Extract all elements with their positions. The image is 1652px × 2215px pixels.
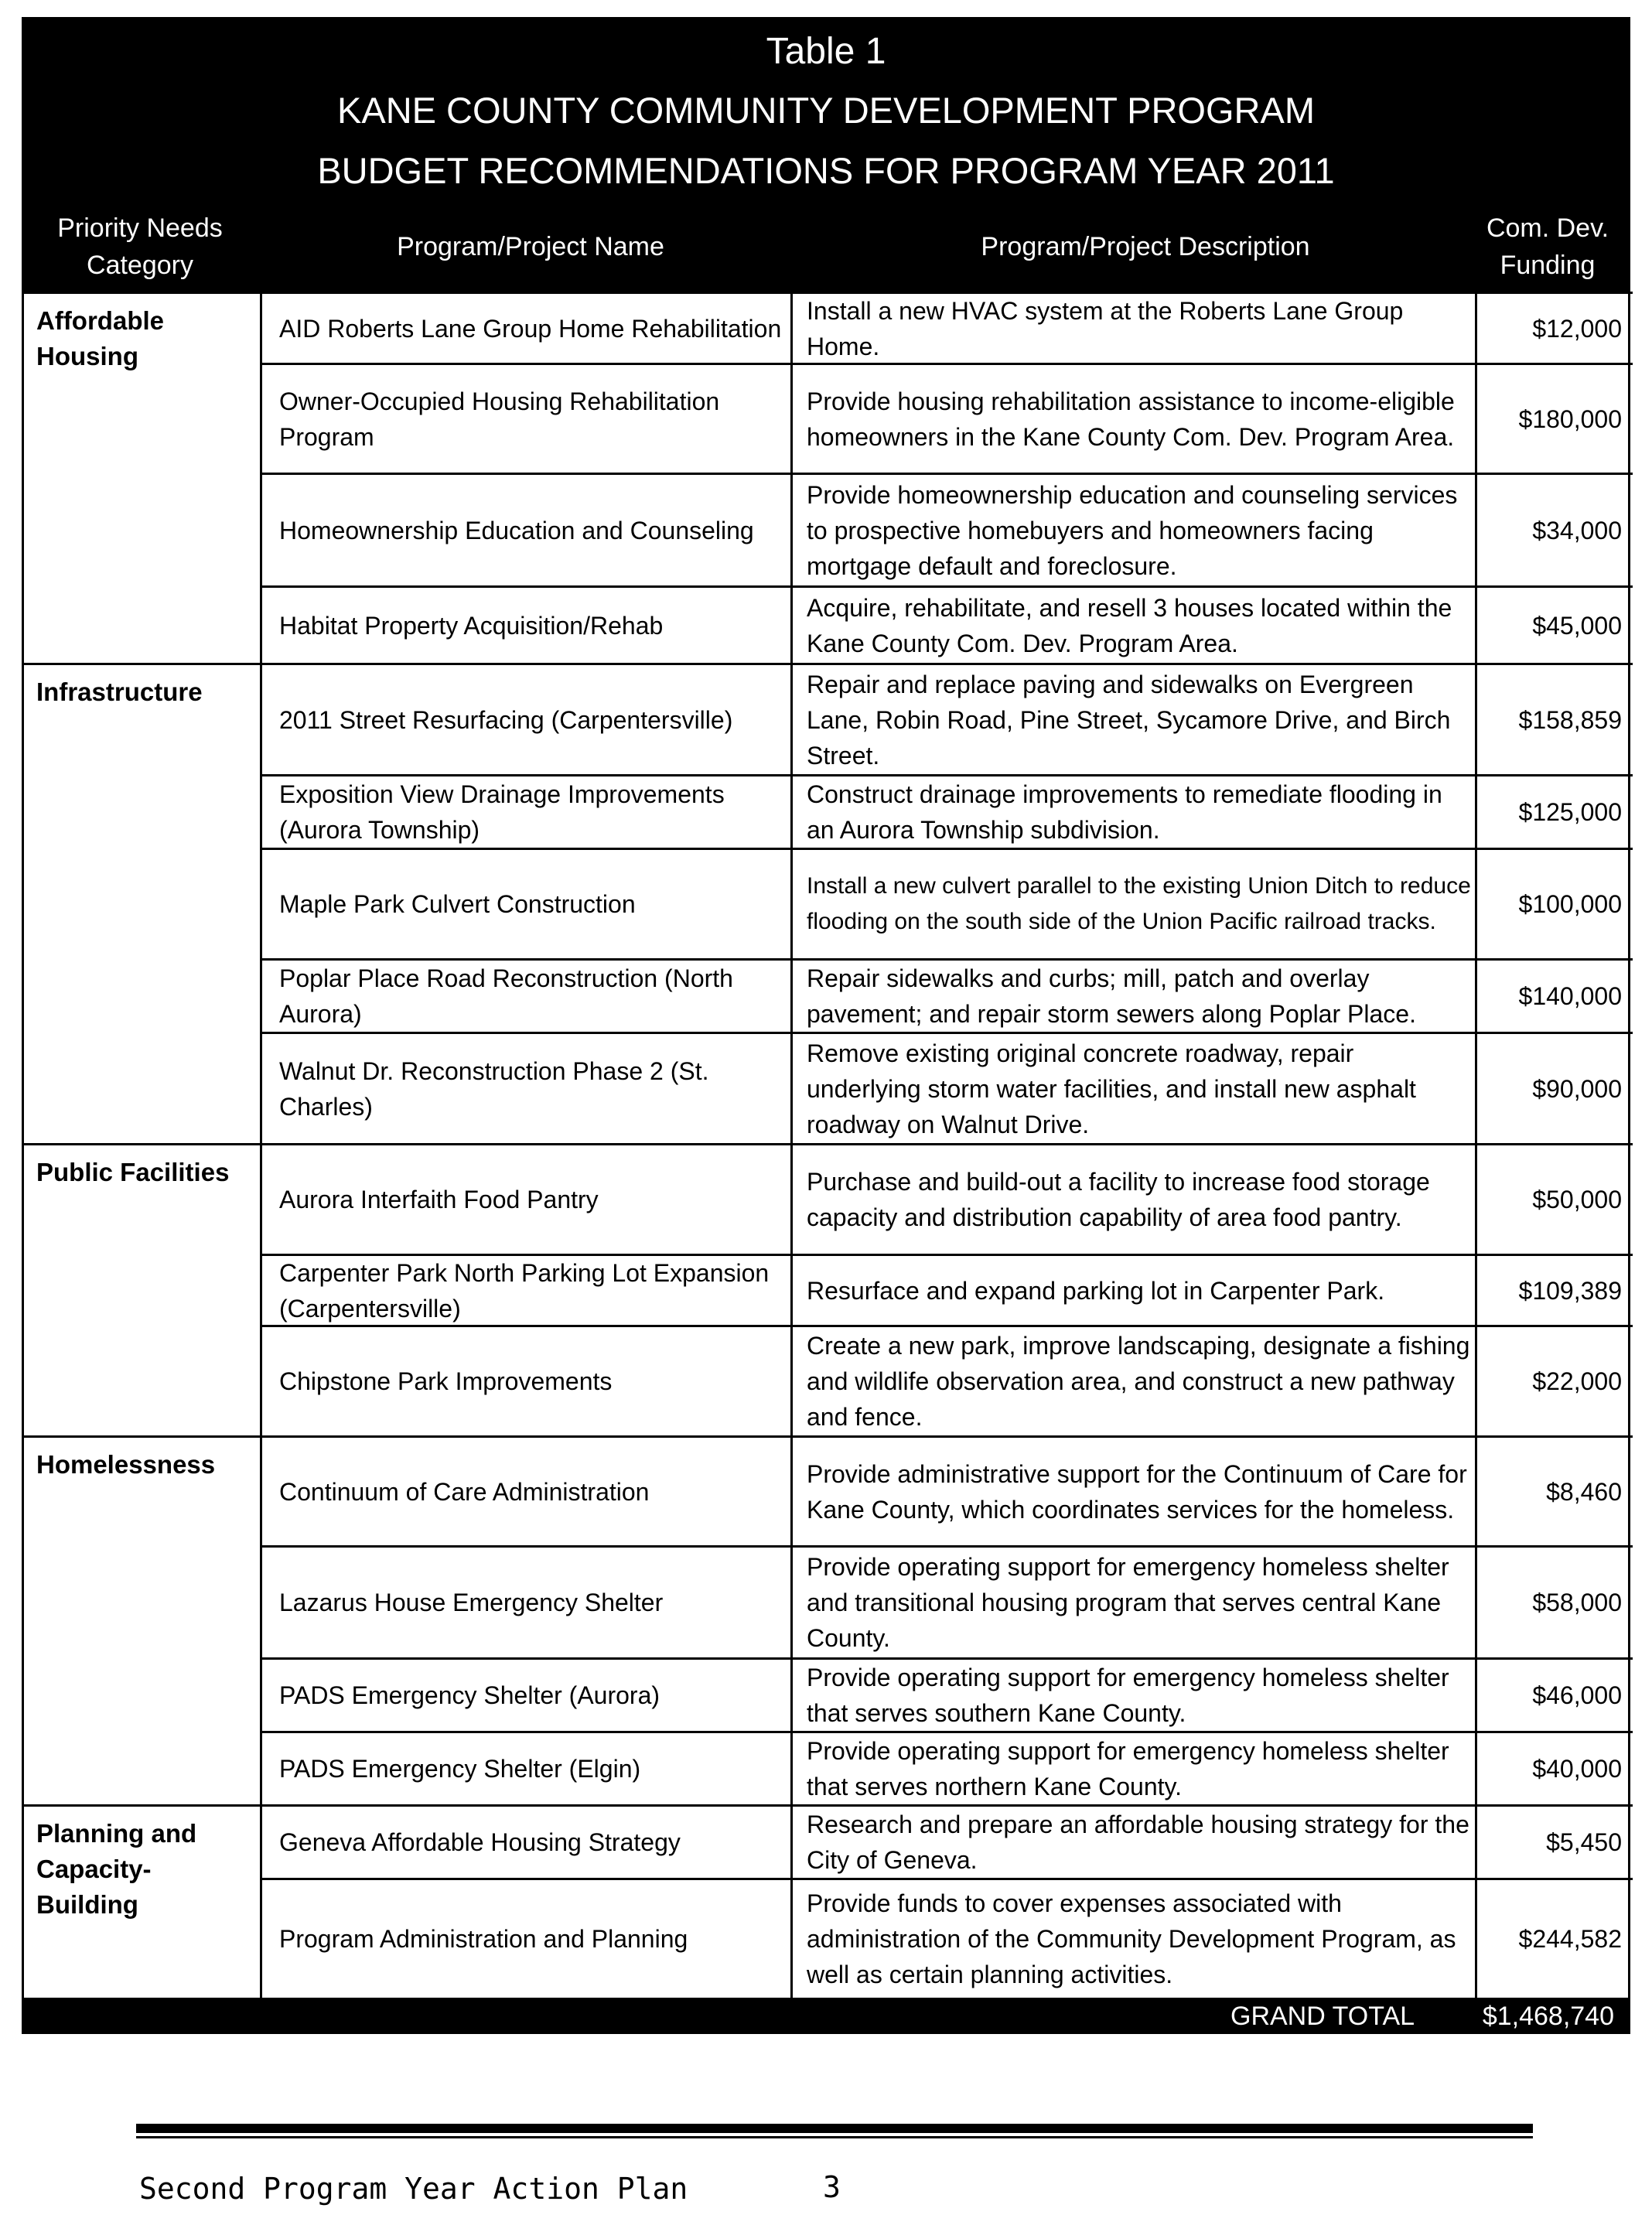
table-row	[262, 1804, 1633, 1878]
program-name: Habitat Property Acquisition/Rehab	[279, 611, 664, 640]
table-row	[262, 958, 1633, 1032]
category-homelessness	[24, 1435, 262, 1804]
program-funding: $158,859	[1518, 705, 1622, 734]
page-number: 3	[823, 2170, 841, 2204]
program-description: Purchase and build-out a facility to increase food storage capacity and distribution capability of area food pantry.	[807, 1168, 1430, 1231]
program-funding: $58,000	[1532, 1589, 1622, 1616]
category-label: Homelessness	[36, 1450, 216, 1479]
program-funding: $90,000	[1532, 1074, 1622, 1103]
program-funding: $12,000	[1532, 314, 1622, 343]
grand-total-label: GRAND TOTAL	[1230, 2002, 1415, 2031]
column-divider	[790, 292, 793, 1998]
program-name: Geneva Affordable Housing Strategy	[279, 1828, 681, 1856]
table-title: KANE COUNTY COMMUNITY DEVELOPMENT PROGRAM	[337, 90, 1315, 131]
column-divider	[1475, 292, 1477, 1998]
program-name: Walnut Dr. Reconstruction Phase 2 (St. Charles)	[279, 1056, 709, 1121]
program-name: Lazarus House Emergency Shelter	[279, 1589, 664, 1616]
program-funding: $45,000	[1532, 611, 1622, 640]
category-planning	[24, 1804, 262, 1998]
program-name: Aurora Interfaith Food Pantry	[279, 1186, 599, 1213]
program-funding: $46,000	[1532, 1681, 1622, 1709]
program-description: Provide housing rehabilitation assistance to income-eligible homeowners in the Kane County Com. Dev. Program Area.	[807, 387, 1455, 451]
program-description: Remove existing original concrete roadway, repair underlying storm water facilities, and install new asphalt roadway on Walnut Drive.	[807, 1039, 1416, 1138]
program-description: Repair and replace paving and sidewalks on Evergreen Lane, Robin Road, Pine Street, Sycamore Drive, and Birch Street.	[807, 670, 1451, 770]
category-infrastructure	[24, 663, 262, 1143]
program-funding: $140,000	[1518, 982, 1622, 1010]
program-description: Research and prepare an affordable housing strategy for the City of Geneva.	[807, 1811, 1469, 1874]
program-name: Owner-Occupied Housing Rehabilitation Program	[279, 387, 720, 451]
program-description: Resurface and expand parking lot in Carpenter Park.	[807, 1276, 1385, 1305]
program-funding: $40,000	[1532, 1755, 1622, 1783]
program-description: Create a new park, improve landscaping, designate a fishing and wildlife observation area, and construct a new pathway and fence.	[807, 1332, 1470, 1431]
category-public-facilities	[24, 1143, 262, 1435]
program-name: Poplar Place Road Reconstruction (North Aurora)	[279, 964, 733, 1028]
table-row	[262, 1731, 1633, 1804]
program-funding: $22,000	[1532, 1367, 1622, 1395]
program-funding: $180,000	[1518, 404, 1622, 433]
budget-table	[22, 17, 1630, 2034]
program-description: Provide operating support for emergency homeless shelter that serves southern Kane County.	[807, 1664, 1449, 1727]
grand-total-bar	[24, 1998, 1628, 2034]
table-row	[262, 363, 1633, 473]
column-divider	[260, 292, 262, 1998]
program-description: Provide funds to cover expenses associated with administration of the Community Development Program, as well as certain planning activities.	[807, 1889, 1456, 1988]
table-banner	[24, 19, 1628, 292]
table-row	[262, 1545, 1633, 1657]
column-header-description: Program/Project Description	[981, 232, 1310, 261]
column-header-name: Program/Project Name	[397, 232, 664, 261]
program-funding: $244,582	[1518, 1925, 1622, 1953]
program-description: Provide homeownership education and counseling services to prospective homebuyers and homeowners facing mortgage default and foreclosure.	[807, 480, 1458, 580]
footer-rule	[136, 2124, 1533, 2133]
program-name: Chipstone Park Improvements	[279, 1367, 613, 1395]
program-description: Provide operating support for emergency homeless shelter that serves northern Kane County.	[807, 1737, 1449, 1800]
program-funding: $109,389	[1518, 1276, 1622, 1305]
program-funding: $100,000	[1518, 890, 1622, 918]
column-header-category: Priority Needs Category	[57, 213, 223, 280]
program-description: Install a new HVAC system at the Roberts Lane Group Home.	[807, 296, 1404, 360]
program-description: Install a new culvert parallel to the existing Union Ditch to reduce flooding on the south side of the Union Pacific railroad tracks.	[807, 873, 1471, 934]
category-label: Public Facilities	[36, 1158, 230, 1186]
program-name: Maple Park Culvert Construction	[279, 890, 636, 918]
program-name: Continuum of Care Administration	[279, 1477, 650, 1506]
table-row	[262, 663, 1633, 774]
program-name: Homeownership Education and Counseling	[279, 516, 754, 544]
footer-document-title: Second Program Year Action Plan	[139, 2172, 688, 2206]
table-row	[262, 774, 1633, 848]
column-header-funding: Com. Dev. Funding	[1486, 213, 1609, 280]
table-row	[262, 585, 1633, 663]
program-name: PADS Emergency Shelter (Aurora)	[279, 1681, 660, 1709]
program-description: Provide administrative support for the Continuum of Care for Kane County, which coordinates services for the homeless.	[807, 1459, 1467, 1524]
grand-total-value: $1,468,740	[1482, 2002, 1614, 2031]
table-row	[262, 1032, 1633, 1143]
table-row	[262, 473, 1633, 585]
program-funding: $125,000	[1518, 798, 1622, 826]
footer-rule-thin	[136, 2136, 1533, 2138]
table-body	[24, 292, 1628, 1998]
program-funding: $8,460	[1546, 1477, 1622, 1506]
table-row	[262, 1657, 1633, 1731]
program-name: Carpenter Park North Parking Lot Expansion (Carpentersville)	[279, 1258, 770, 1323]
program-funding: $5,450	[1546, 1828, 1622, 1856]
table-row	[262, 1878, 1633, 1998]
program-name: Program Administration and Planning	[279, 1925, 688, 1953]
program-description: Acquire, rehabilitate, and resell 3 houses located within the Kane County Com. Dev. Program Area.	[807, 593, 1452, 657]
table-row	[262, 1325, 1633, 1435]
program-description: Provide operating support for emergency homeless shelter and transitional housing program that serves central Kane County.	[807, 1553, 1449, 1652]
table-row	[262, 1435, 1633, 1545]
program-name: Exposition View Drainage Improvements (Aurora Township)	[279, 780, 725, 844]
table-row	[262, 848, 1633, 958]
category-label: Infrastructure	[36, 677, 203, 706]
program-description: Construct drainage improvements to remediate flooding in an Aurora Township subdivision.	[807, 780, 1442, 844]
program-name: 2011 Street Resurfacing (Carpentersville)	[279, 705, 733, 734]
table-number: Table 1	[766, 31, 886, 72]
category-affordable-housing	[24, 292, 262, 663]
table-row	[262, 292, 1633, 363]
program-name: AID Roberts Lane Group Home Rehabilitation	[279, 314, 782, 343]
table-row	[262, 1143, 1633, 1254]
table-subtitle: BUDGET RECOMMENDATIONS FOR PROGRAM YEAR 2011	[317, 150, 1335, 191]
category-label: Planning and Capacity-Building	[36, 1819, 197, 1919]
program-funding: $34,000	[1532, 516, 1622, 544]
program-funding: $50,000	[1532, 1186, 1622, 1213]
program-name: PADS Emergency Shelter (Elgin)	[279, 1755, 641, 1783]
table-row	[262, 1254, 1633, 1325]
category-label: Affordable Housing	[36, 306, 164, 370]
program-description: Repair sidewalks and curbs; mill, patch and overlay pavement; and repair storm sewers along Poplar Place.	[807, 964, 1416, 1028]
